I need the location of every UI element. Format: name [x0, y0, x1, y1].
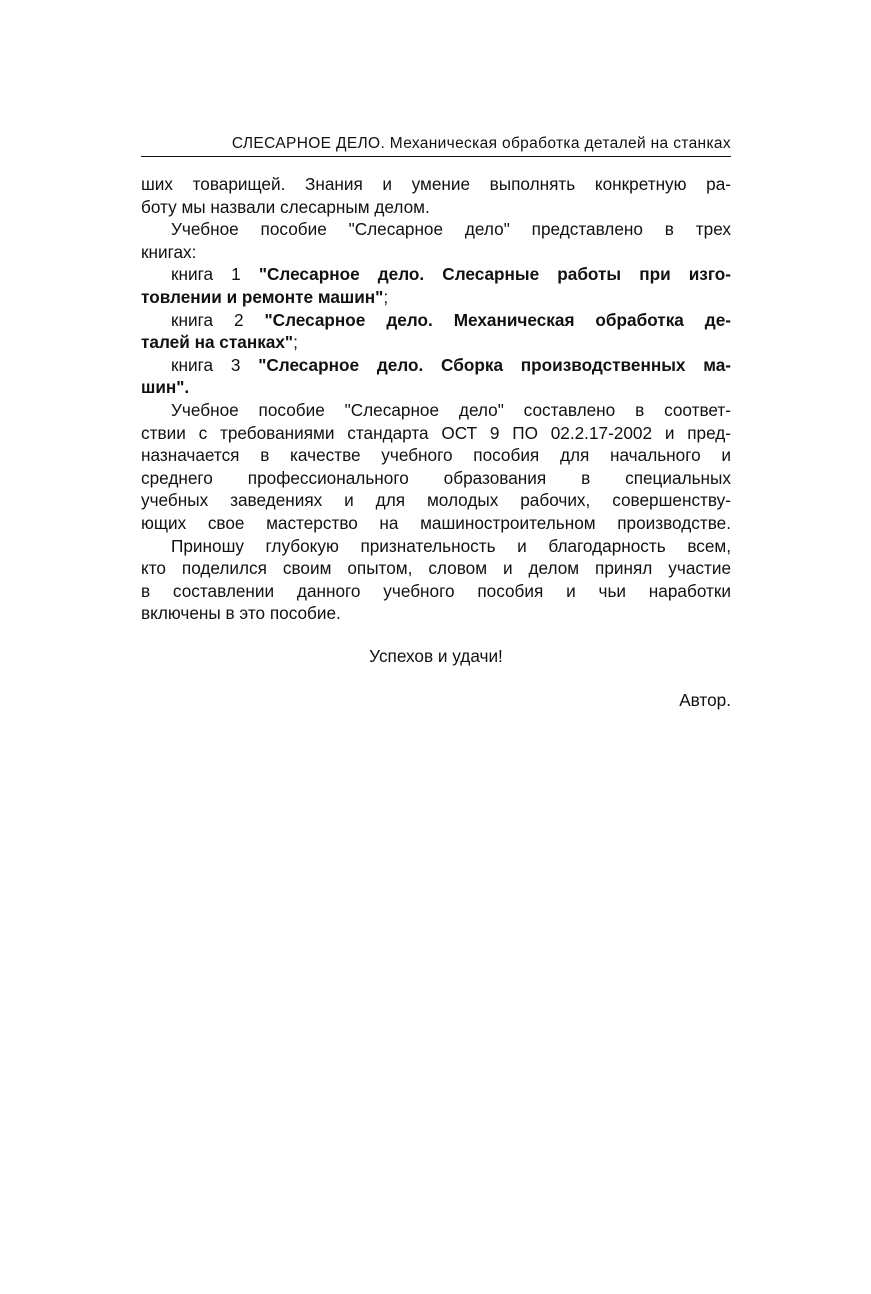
text-line: ствии с требованиями стандарта ОСТ 9 ПО 02.2.17-2002 и пред-: [141, 422, 731, 443]
book-3-line: [141, 354, 731, 377]
book-1-line-2: [141, 286, 731, 309]
text-line: ющих свое мастерство на машиностроительном производстве.: [141, 512, 731, 533]
author-signature: Автор.: [679, 690, 731, 710]
book-1-prefix: книга 1: [171, 264, 259, 285]
text-line: Учебное пособие "Слесарное дело" представлено в трех: [171, 219, 731, 240]
text-line: в составлении данного учебного пособия и чьи наработки: [141, 580, 731, 601]
running-head: СЛЕСАРНОЕ ДЕЛО. Механическая обработка деталей на станках: [141, 134, 731, 157]
book-2-suffix: ;: [293, 332, 298, 353]
text-line: кто поделился своим опытом, словом и делом принял участие: [141, 558, 731, 579]
book-1-line: [141, 263, 731, 286]
text-line: назначается в качестве учебного пособия для начального и: [141, 445, 731, 466]
book-2-line: [141, 309, 731, 332]
book-3-line-2: [141, 376, 731, 399]
text-line: боту мы назвали слесарным делом.: [141, 196, 430, 217]
text-line: среднего профессионального образования в специальных: [141, 467, 731, 488]
closing-wish: Успехов и удачи!: [369, 646, 503, 666]
book-1-suffix: ;: [383, 286, 389, 307]
book-1-title-part1: "Слесарное дело. Слесарные работы при изго-: [258, 264, 732, 285]
book-2-prefix: книга 2: [171, 309, 265, 330]
text-line: включены в это пособие.: [141, 603, 341, 624]
book-2-title-part1: "Слесарное дело. Механическая обработка де-: [264, 309, 731, 330]
text-line: учебных заведениях и для молодых рабочих, совершенству-: [141, 490, 731, 511]
book-3-prefix: книга 3: [171, 354, 259, 375]
book-2-title-part2: талей на станках": [141, 332, 294, 353]
book-2-line-2: [141, 331, 731, 354]
text-line: книгах:: [141, 241, 197, 262]
book-3-title-part1: "Слесарное дело. Сборка производственных ма-: [258, 354, 731, 375]
text-line: ших товарищей. Знания и умение выполнять конкретную ра-: [141, 174, 731, 194]
text-line: Приношу глубокую признательность и благодарность всем,: [171, 535, 731, 556]
body-text: [141, 173, 731, 625]
book-1-title-part2: товлении и ремонте машин": [141, 286, 384, 307]
text-line: Учебное пособие "Слесарное дело" составлено в соответ-: [171, 399, 731, 420]
book-3-title-part2: шин".: [141, 377, 190, 398]
